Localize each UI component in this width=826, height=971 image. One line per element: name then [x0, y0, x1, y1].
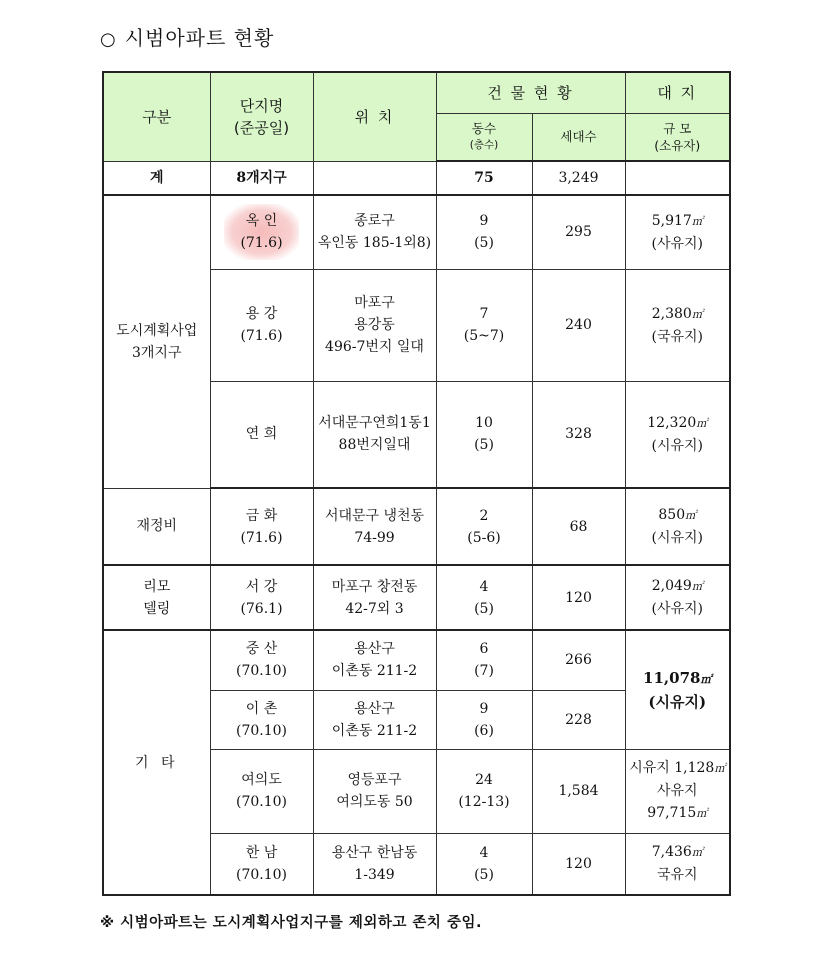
header-buildings: 동수 (층수) [436, 113, 532, 161]
location: 마포구 용강동 496-7번지 일대 [313, 269, 436, 381]
land-area: 2,380㎡ (국유지) [625, 269, 730, 381]
land-area: 시유지 1,128㎡ 사유지 97,715㎡ [625, 749, 730, 833]
table-row [103, 565, 730, 630]
location: 마포구 창전동 42-7외 3 [313, 565, 436, 630]
circle-bullet-icon: ○ [100, 29, 117, 50]
households: 266 [532, 630, 625, 690]
total-location [313, 161, 436, 195]
building-count: 4 (5) [436, 565, 532, 630]
building-count: 4 (5) [436, 833, 532, 895]
complex-name: 여의도 (70.10) [210, 749, 313, 833]
table-row [103, 488, 730, 565]
header-households: 세대수 [532, 113, 625, 161]
land-area: 7,436㎡ 국유지 [625, 833, 730, 895]
households: 120 [532, 833, 625, 895]
complex-name: 용 강 (71.6) [210, 269, 313, 381]
title-text: 시범아파트 현황 [124, 26, 275, 50]
header-land: 대 지 [625, 72, 730, 113]
households: 240 [532, 269, 625, 381]
total-area [625, 161, 730, 195]
households: 68 [532, 488, 625, 565]
complex-name: 중 산 (70.10) [210, 630, 313, 690]
total-households: 3,249 [532, 161, 625, 195]
table-row [103, 195, 730, 269]
land-area: 2,049㎡ (사유지) [625, 565, 730, 630]
total-buildings: 75 [436, 161, 532, 195]
complex-name: 한 남 (70.10) [210, 833, 313, 895]
header-area: 규 모 (소유자) [625, 113, 730, 161]
footnote: ※ 시범아파트는 도시계획사업지구를 제외하고 존치 중임. [100, 915, 483, 931]
complex-name: 연 희 [210, 381, 313, 488]
land-area-merged: 11,078㎡ (시유지) [625, 630, 730, 749]
location: 용산구 이촌동 211-2 [313, 690, 436, 749]
households: 328 [532, 381, 625, 488]
location: 용산구 한남동 1-349 [313, 833, 436, 895]
location: 용산구 이촌동 211-2 [313, 630, 436, 690]
land-area: 5,917㎡ (사유지) [625, 195, 730, 269]
location: 영등포구 여의도동 50 [313, 749, 436, 833]
apartment-status-table [102, 71, 731, 896]
building-count: 24 (12-13) [436, 749, 532, 833]
building-count: 9 (6) [436, 690, 532, 749]
header-category: 구분 [103, 72, 210, 161]
header-building-status: 건 물 현 황 [436, 72, 625, 113]
building-count: 9 (5) [436, 195, 532, 269]
location: 서대문구 냉천동 74-99 [313, 488, 436, 565]
highlight-mark: 옥 인 (71.6) [224, 204, 298, 260]
complex-name: 이 촌 (70.10) [210, 690, 313, 749]
households: 295 [532, 195, 625, 269]
group-other: 기 타 [103, 630, 210, 895]
table-row [103, 630, 730, 690]
total-label: 계 [103, 161, 210, 195]
building-count: 10 (5) [436, 381, 532, 488]
building-count: 2 (5-6) [436, 488, 532, 565]
land-area: 850㎡ (시유지) [625, 488, 730, 565]
page-title [100, 22, 274, 51]
households: 120 [532, 565, 625, 630]
complex-name: 금 화 (71.6) [210, 488, 313, 565]
households: 1,584 [532, 749, 625, 833]
households: 228 [532, 690, 625, 749]
header-complex: 단지명 (준공일) [210, 72, 313, 161]
complex-name [210, 195, 313, 269]
land-area: 12,320㎡ (시유지) [625, 381, 730, 488]
header-location: 위 치 [313, 72, 436, 161]
building-count: 6 (7) [436, 630, 532, 690]
building-count: 7 (5~7) [436, 269, 532, 381]
total-complexes: 8개지구 [210, 161, 313, 195]
location: 서대문구연희1동1 88번지일대 [313, 381, 436, 488]
complex-name: 서 강 (76.1) [210, 565, 313, 630]
group-remodel: 리모 델링 [103, 565, 210, 630]
group-rebuild: 재정비 [103, 488, 210, 565]
location: 종로구 옥인동 185-1외8) [313, 195, 436, 269]
group-urban: 도시계획사업 3개지구 [103, 195, 210, 488]
